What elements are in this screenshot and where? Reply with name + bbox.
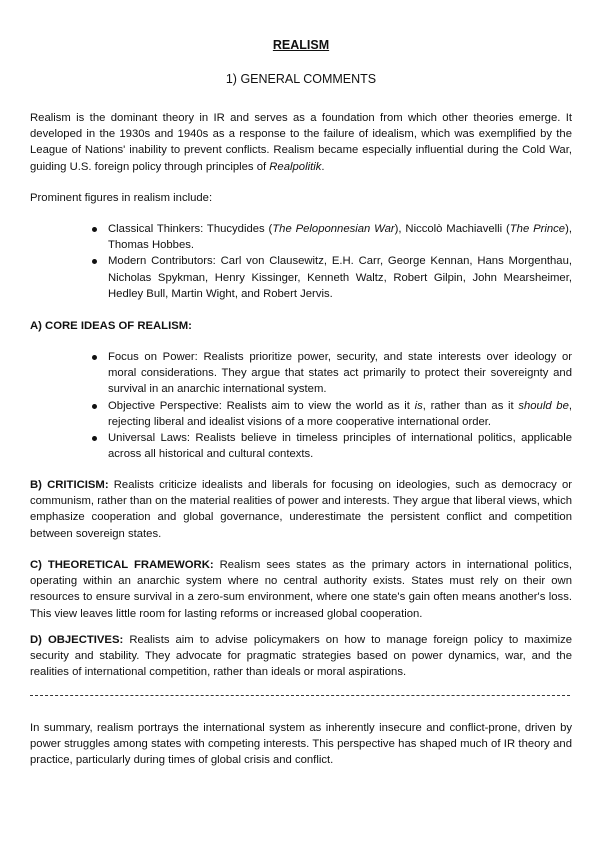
objectives-text: Realists aim to advise policymakers on how to manage foreign policy to maximize security and stability. They advocate for pragmatic strategies based on power dynamics, war, and the realities of international competition, rather than ideals or moral aspirations. bbox=[30, 634, 573, 679]
objectives-heading: D) OBJECTIVES: bbox=[30, 634, 124, 646]
intro-paragraph bbox=[30, 110, 572, 175]
list-item bbox=[30, 253, 572, 302]
intro-text-end: . bbox=[321, 160, 325, 173]
list-item bbox=[30, 398, 572, 430]
figures-intro: Prominent figures in realism include: bbox=[30, 192, 213, 204]
criticism-text: Realists criticize idealists and liberals for focusing on ideologies, such as democracy or communism, rather than on the material realities of power and interests. They argue that liberal views, which emphasize cooperation and global governance, underestimate the persistent conflict and competition between sovereign states. bbox=[30, 479, 572, 540]
objective-italic-is: is bbox=[414, 399, 423, 412]
core-ideas-heading: A) CORE IDEAS OF REALISM: bbox=[30, 320, 192, 332]
core-ideas-list bbox=[30, 349, 572, 462]
figures-list bbox=[30, 221, 572, 302]
criticism-paragraph bbox=[30, 477, 572, 542]
bullet-icon bbox=[92, 436, 97, 441]
universal-text: Universal Laws: Realists believe in timeless principles of international politics, applicable across all historical and cultural contexts. bbox=[108, 432, 572, 461]
modern-text: Modern Contributors: Carl von Clausewitz, E.H. Carr, George Kennan, Hans Morgenthau, Nicholas Spykman, Henry Kissinger, Kenneth Waltz, Robert Gilpin, John Mearsheimer, Hedley Bull, Martin Wight, and Robert Jervis. bbox=[108, 255, 572, 300]
objectives-paragraph bbox=[30, 632, 572, 681]
section-subtitle: 1) GENERAL COMMENTS bbox=[225, 72, 377, 86]
list-item bbox=[30, 349, 572, 398]
bullet-icon bbox=[92, 355, 97, 360]
document-title: REALISM bbox=[272, 38, 330, 52]
objective-italic-should: should be bbox=[518, 399, 569, 412]
framework-paragraph bbox=[30, 557, 572, 622]
list-item bbox=[30, 430, 572, 462]
section-divider bbox=[30, 695, 570, 696]
objective-text: Objective Perspective: Realists aim to view the world as it bbox=[108, 399, 410, 412]
bullet-icon bbox=[92, 404, 97, 409]
classical-text-2: ), Niccolò Machiavelli ( bbox=[394, 223, 510, 235]
bullet-icon bbox=[92, 259, 97, 264]
intro-italic-term: Realpolitik bbox=[269, 160, 322, 173]
power-text: Focus on Power: Realists prioritize power, security, and state interests over ideology or moral considerations. They argue that states act primarily to protect their sovereignty and survival in an anarchic international system. bbox=[108, 351, 572, 396]
classical-work-2: The Prince bbox=[509, 223, 566, 235]
framework-heading: C) THEORETICAL FRAMEWORK: bbox=[30, 559, 214, 571]
bullet-icon bbox=[92, 227, 97, 232]
classical-work-1: The Peloponnesian War bbox=[272, 223, 395, 235]
objective-text-3: , rejecting liberal and idealist visions of a more cooperative international order. bbox=[108, 399, 573, 428]
list-item bbox=[30, 221, 572, 253]
framework-text: Realism sees states as the primary actors in international politics, operating within an anarchic system where no central authority exists. States must rely on their own resources to ensure survival in a zero-sum environment, where one state's gain often means another's loss. This view leaves little room for lasting reforms or increased global cooperation. bbox=[30, 559, 573, 620]
summary-paragraph: In summary, realism portrays the international system as inherently insecure and conflict-prone, driven by power struggles among states with competing interests. This perspective has shaped much of IR theory and practice, particularly during times of global crisis and conflict. bbox=[30, 722, 572, 767]
classical-text: Classical Thinkers: Thucydides ( bbox=[108, 223, 273, 235]
criticism-heading: B) CRITICISM: bbox=[30, 479, 109, 491]
objective-text-2: , rather than as it bbox=[422, 399, 514, 412]
classical-text-3: ), Thomas Hobbes. bbox=[108, 223, 572, 252]
intro-text: Realism is the dominant theory in IR and serves as a foundation from which other theories emerge. It developed in the 1930s and 1940s as a response to the failure of idealism, which was exemplified by the League of Nations' inability to prevent conflicts. Realism became especially influential during the Cold War, guiding U.S. foreign policy through principles of bbox=[30, 112, 572, 173]
